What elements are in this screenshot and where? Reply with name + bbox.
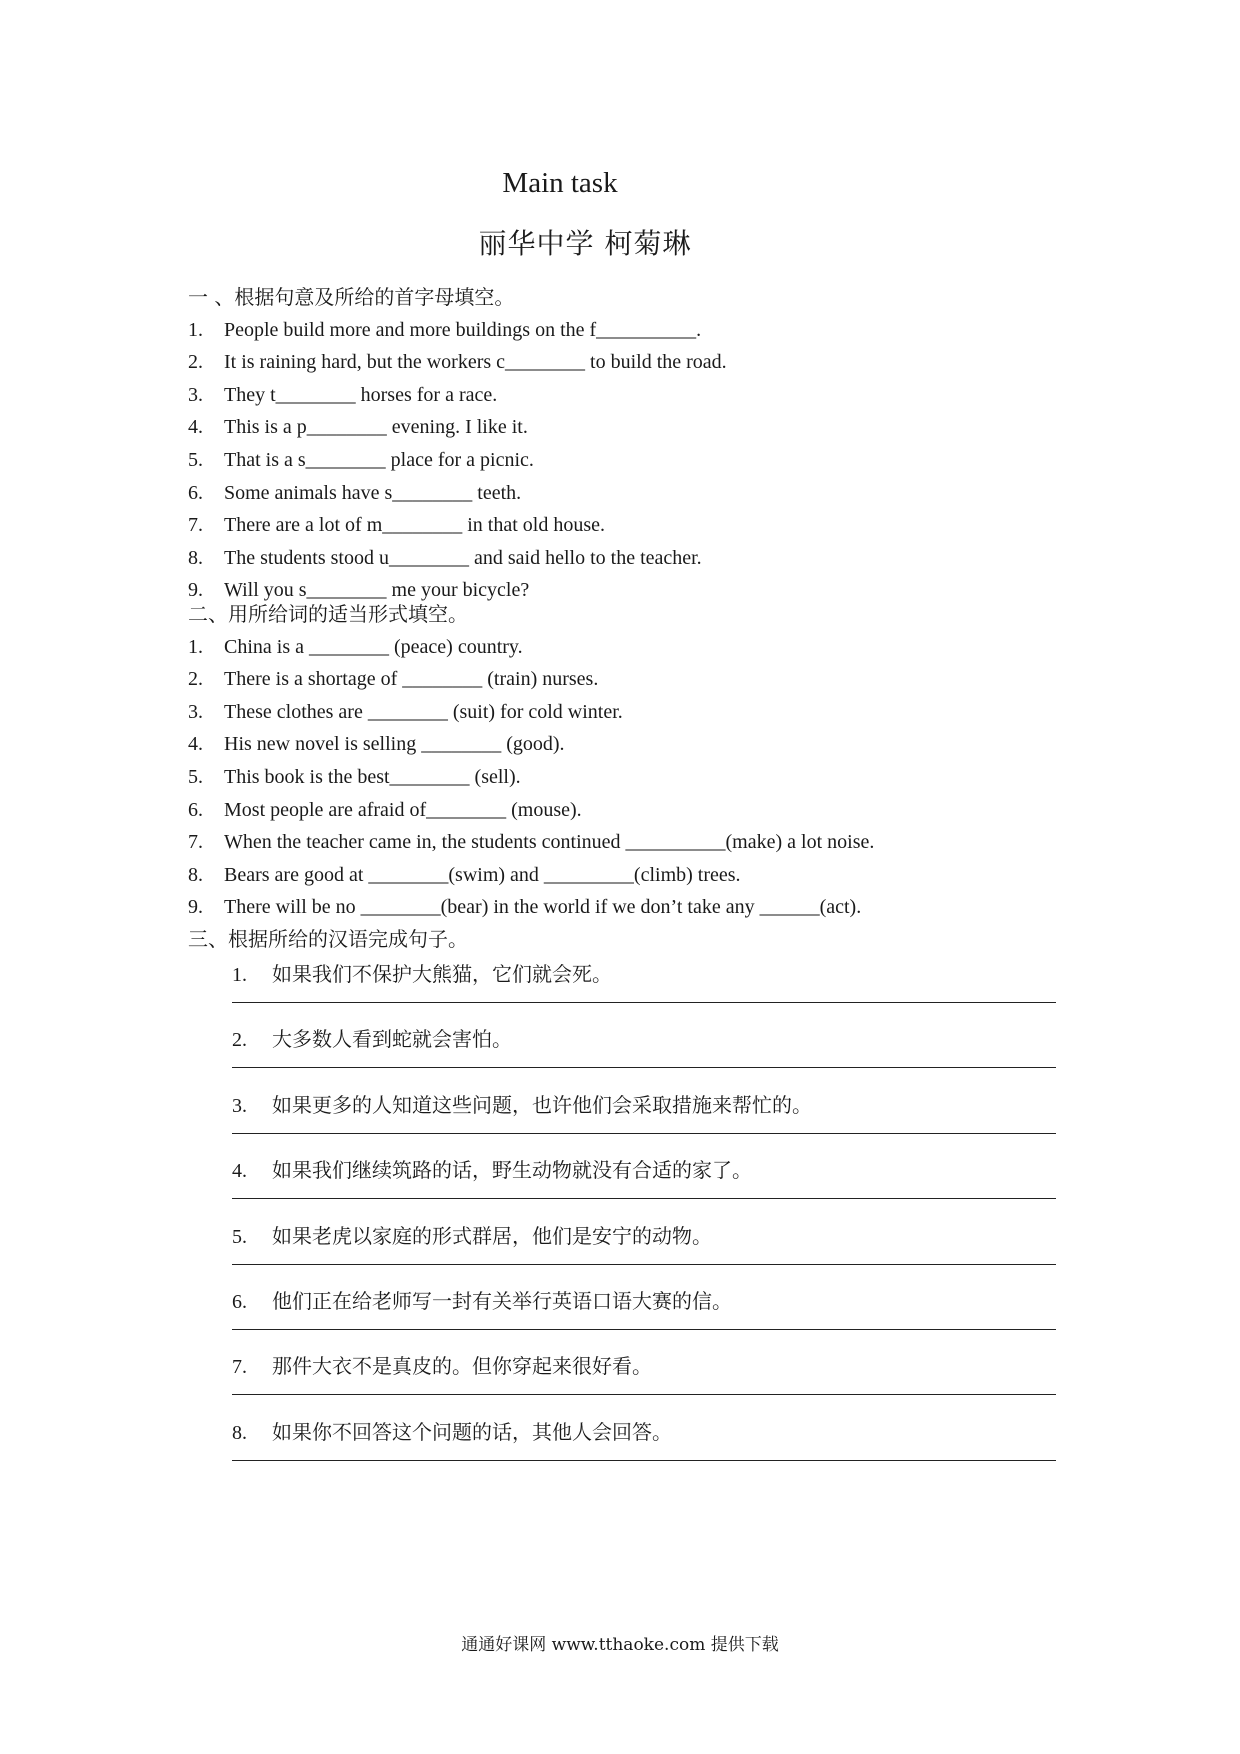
item-text: There is a shortage of ________ (train) nurses.: [224, 668, 599, 691]
word-form-item: [188, 797, 582, 823]
item-number: 6.: [188, 798, 203, 821]
translation-item: [232, 1419, 672, 1446]
fill-in-item: [188, 382, 497, 408]
section-1-heading: 一 、根据句意及所给的首字母填空。: [188, 285, 515, 309]
item-text: China is a ________ (peace) country.: [224, 635, 523, 658]
fill-in-item: [188, 577, 529, 603]
item-number: 4.: [188, 416, 203, 439]
item-text: 如果你不回答这个问题的话，其他人会回答。: [272, 1419, 672, 1444]
translation-item: [232, 1157, 752, 1184]
item-text: 他们正在给老师写一封有关举行英语口语大赛的信。: [272, 1289, 732, 1313]
item-number: 8.: [188, 863, 203, 886]
answer-line: [232, 1002, 1056, 1003]
word-form-item: [188, 764, 521, 790]
word-form-item: [188, 666, 598, 692]
item-number: 6.: [188, 481, 203, 504]
item-text: That is a s________ place for a picnic.: [224, 449, 534, 471]
item-text: 如果我们继续筑路的话，野生动物就没有合适的家了。: [272, 1158, 752, 1183]
item-number: 6.: [232, 1291, 247, 1313]
item-text: People build more and more buildings on the f__________.: [224, 318, 702, 341]
section-2-heading: 二、用所给词的适当形式填空。: [188, 602, 468, 626]
item-text: The students stood u________ and said hello to the teacher.: [224, 546, 702, 569]
item-number: 7.: [232, 1356, 247, 1379]
answer-line: [232, 1067, 1056, 1068]
footer-credit: 通通好课网 www.tthaoke.com 提供下载: [461, 1635, 779, 1655]
fill-in-item: [188, 545, 702, 571]
item-number: 7.: [188, 514, 203, 537]
item-text: When the teacher came in, the students continued __________(make) a lot noise.: [224, 831, 875, 854]
item-number: 3.: [188, 383, 203, 406]
answer-line: [232, 1264, 1056, 1265]
item-text: This is a p________ evening. I like it.: [224, 416, 528, 439]
item-number: 9.: [188, 896, 203, 919]
item-text: There are a lot of m________ in that old house.: [224, 514, 606, 537]
item-text: Bears are good at ________(swim) and _________(climb) trees.: [224, 863, 741, 886]
translation-item: [232, 1288, 732, 1315]
item-text: Will you s________ me your bicycle?: [224, 579, 530, 602]
item-text: 大多数人看到蛇就会害怕。: [272, 1027, 512, 1052]
item-text: His new novel is selling ________ (good).: [224, 733, 565, 756]
fill-in-item: [188, 447, 534, 473]
item-text: There will be no ________(bear) in the world if we don’t take any ______(act).: [224, 896, 862, 919]
fill-in-item: [188, 349, 727, 375]
item-number: 9.: [188, 579, 203, 602]
section-3-heading: 三、根据所给的汉语完成句子。: [188, 927, 468, 951]
answer-line: [232, 1394, 1056, 1395]
item-number: 2.: [232, 1029, 247, 1052]
item-number: 3.: [232, 1094, 247, 1117]
item-text: 如果更多的人知道这些问题，也许他们会采取措施来帮忙的。: [272, 1092, 812, 1117]
word-form-item: [188, 829, 874, 855]
item-number: 4.: [188, 733, 203, 756]
item-number: 5.: [232, 1225, 247, 1248]
word-form-item: [188, 862, 741, 888]
fill-in-item: [188, 317, 701, 343]
fill-in-item: [188, 512, 605, 538]
item-number: 5.: [188, 449, 203, 471]
item-text: Most people are afraid of________ (mouse).: [224, 798, 582, 821]
word-form-item: [188, 731, 565, 757]
item-number: 2.: [188, 668, 203, 691]
word-form-item: [188, 634, 523, 660]
item-text: 那件大衣不是真皮的。但你穿起来很好看。: [272, 1354, 652, 1379]
answer-line: [232, 1198, 1056, 1199]
translation-item: [232, 961, 612, 988]
translation-item: [232, 1092, 812, 1119]
item-number: 1.: [188, 318, 203, 341]
item-number: 2.: [188, 351, 203, 374]
item-number: 8.: [188, 546, 203, 569]
item-number: 3.: [188, 700, 203, 723]
translation-item: [232, 1223, 712, 1250]
translation-item: [232, 1353, 652, 1380]
fill-in-item: [188, 480, 521, 506]
word-form-item: [188, 699, 623, 725]
item-text: 如果我们不保护大熊猫，它们就会死。: [272, 962, 612, 986]
item-number: 7.: [188, 831, 203, 854]
answer-line: [232, 1133, 1056, 1134]
answer-line: [232, 1460, 1056, 1461]
translation-item: [232, 1026, 512, 1053]
item-text: This book is the best________ (sell).: [224, 766, 521, 788]
item-text: It is raining hard, but the workers c________ to build the road.: [224, 351, 727, 374]
word-form-item: [188, 894, 861, 920]
page-title: Main task: [502, 167, 618, 199]
item-number: 1.: [232, 964, 247, 986]
item-number: 8.: [232, 1421, 247, 1444]
school-and-author: 丽华中学 柯菊琳: [478, 227, 692, 260]
answer-line: [232, 1329, 1056, 1330]
item-number: 1.: [188, 635, 203, 658]
item-text: 如果老虎以家庭的形式群居，他们是安宁的动物。: [272, 1223, 712, 1248]
item-text: These clothes are ________ (suit) for cold winter.: [224, 700, 623, 723]
item-text: Some animals have s________ teeth.: [224, 481, 522, 504]
item-text: They t________ horses for a race.: [224, 383, 498, 406]
fill-in-item: [188, 414, 528, 440]
item-number: 5.: [188, 766, 203, 788]
item-number: 4.: [232, 1160, 247, 1183]
